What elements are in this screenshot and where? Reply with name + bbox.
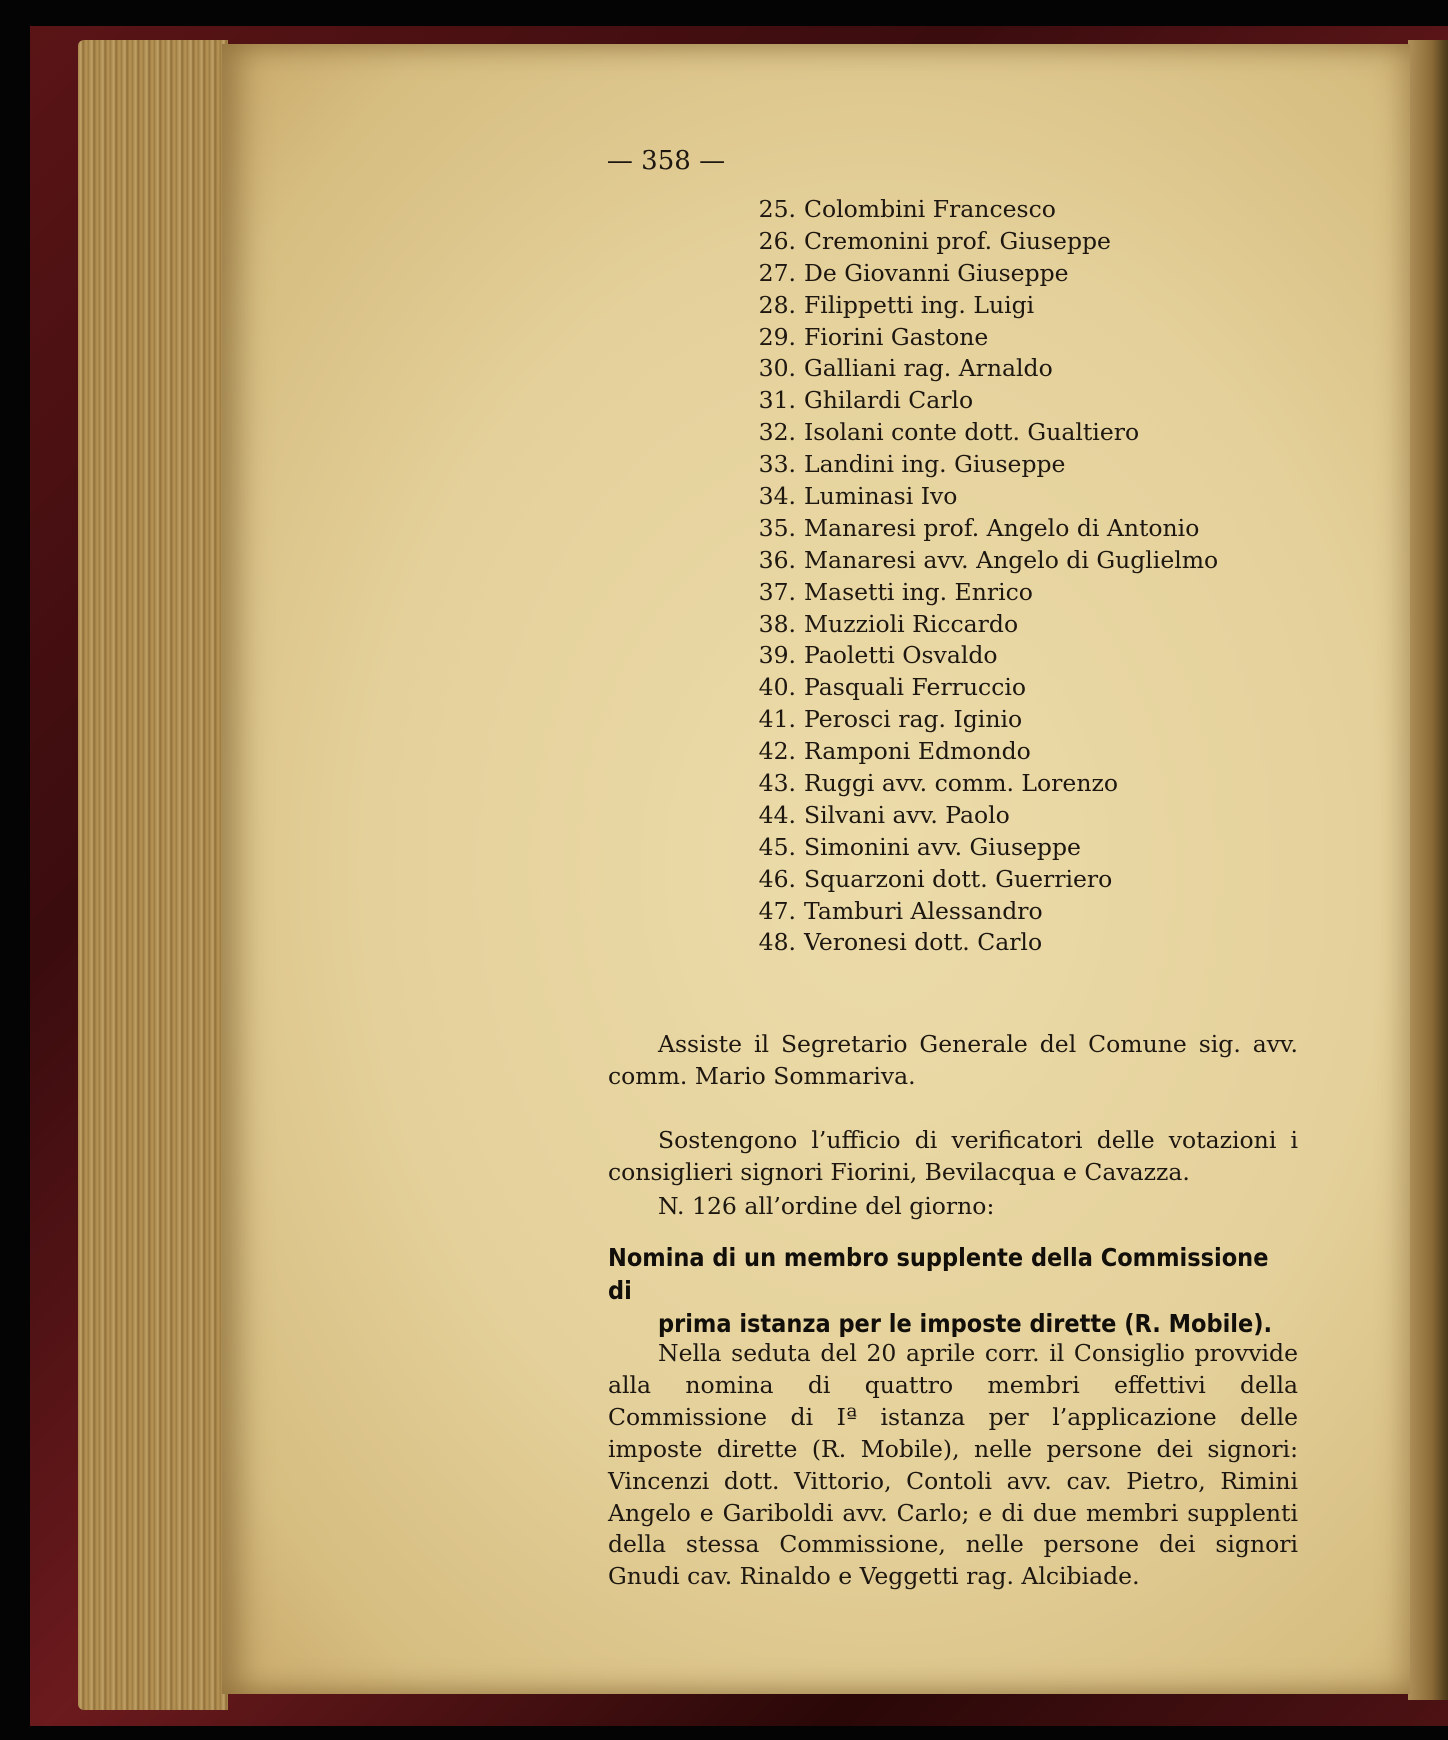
list-item-name: Isolani conte dott. Gualtiero [804, 418, 1140, 447]
list-item-number: 45. [758, 832, 796, 861]
list-item [752, 290, 1218, 322]
list-item [752, 640, 1218, 672]
list-item-name: Luminasi Ivo [804, 482, 958, 511]
page-number: — 358 — [606, 146, 726, 176]
list-item-name: De Giovanni Giuseppe [804, 258, 1069, 287]
list-item-number: 31. [758, 386, 796, 415]
list-item-number: 43. [758, 769, 796, 798]
list-item-number: 46. [758, 864, 796, 893]
list-item-number: 26. [758, 226, 796, 255]
list-item-number: 34. [758, 482, 796, 511]
list-item-name: Manaresi prof. Angelo di Antonio [804, 513, 1200, 542]
list-item-number: 28. [758, 290, 796, 319]
list-item-name: Ghilardi Carlo [804, 386, 974, 415]
list-item-number: 42. [758, 737, 796, 766]
list-item [752, 322, 1218, 354]
list-item-name: Ruggi avv. comm. Lorenzo [804, 769, 1118, 798]
list-item-number: 32. [758, 418, 796, 447]
paragraph-assiste: Assiste il Segretario Generale del Comune sig. avv. comm. Mario Sommariva. [608, 1030, 1298, 1090]
list-item-name: Squarzoni dott. Guerriero [804, 864, 1113, 893]
list-item [752, 449, 1218, 481]
list-item [752, 545, 1218, 577]
list-item [752, 513, 1218, 545]
list-item [752, 768, 1218, 800]
list-item [752, 226, 1218, 258]
list-item-number: 30. [758, 354, 796, 383]
list-item [752, 258, 1218, 290]
list-item-name: Simonini avv. Giuseppe [804, 832, 1081, 861]
list-item-number: 47. [758, 896, 796, 925]
list-item-number: 40. [758, 673, 796, 702]
section-heading-line-2: prima istanza per le imposte dirette (R. Mobile). [658, 1309, 1273, 1338]
list-item-number: 37. [758, 577, 796, 606]
list-item [752, 832, 1218, 864]
paragraph-nella-seduta: Nella seduta del 20 aprile corr. il Consiglio provvide alla nomina di quattro membri effettivi della Commissione di Iª istanza per l’applicazione delle imposte dirette (R. Mobile), nelle persone dei signori: Vincenzi dott. Vittorio, Contoli avv. cav. Pietro, Rimini Angelo e Gariboldi avv. Carlo; e di due membri supplenti della stessa Commissione, nelle persone dei signori Gnudi cav. Rinaldo e Veggetti rag. Alcibiade. [608, 1339, 1298, 1591]
list-item [752, 896, 1218, 928]
list-item [752, 672, 1218, 704]
list-item-name: Perosci rag. Iginio [804, 705, 1023, 734]
paragraph-ordine: N. 126 all’ordine del giorno: [658, 1192, 995, 1220]
list-item-name: Manaresi avv. Angelo di Guglielmo [804, 545, 1219, 574]
list-item-name: Colombini Francesco [804, 195, 1056, 223]
member-list [752, 194, 1218, 959]
list-item-name: Veronesi dott. Carlo [804, 928, 1043, 957]
list-item [752, 353, 1218, 385]
list-item-name: Landini ing. Giuseppe [804, 450, 1066, 479]
list-item-number: 39. [758, 641, 796, 670]
list-item-number: 41. [758, 705, 796, 734]
list-item [752, 864, 1218, 896]
list-item [752, 704, 1218, 736]
list-item [752, 417, 1218, 449]
list-item [752, 609, 1218, 641]
list-item-name: Muzzioli Riccardo [804, 609, 1019, 638]
list-item-number: 36. [758, 545, 796, 574]
paragraph-sostengono: Sostengono l’ufficio di verificatori delle votazioni i consiglieri signori Fiorini, Bevilacqua e Cavazza. [608, 1126, 1298, 1186]
list-item [752, 800, 1218, 832]
list-item-number: 33. [758, 450, 796, 479]
list-item-name: Pasquali Ferruccio [804, 673, 1027, 702]
facing-page-edge [1408, 40, 1448, 1700]
list-item-name: Cremonini prof. Giuseppe [804, 226, 1111, 255]
list-item-number: 44. [758, 800, 796, 829]
list-item-number: 25. [758, 195, 796, 223]
list-item-name: Paoletti Osvaldo [804, 641, 998, 670]
list-item [752, 577, 1218, 609]
list-item-name: Galliani rag. Arnaldo [804, 354, 1053, 383]
list-item-name: Ramponi Edmondo [804, 737, 1031, 766]
list-item [752, 385, 1218, 417]
list-item-name: Tamburi Alessandro [804, 896, 1043, 925]
section-heading [608, 1241, 1298, 1340]
list-item [752, 736, 1218, 768]
list-item-name: Fiorini Gastone [804, 322, 989, 351]
list-item [752, 481, 1218, 513]
list-item-number: 27. [758, 258, 796, 287]
list-item [752, 194, 1218, 226]
list-item-number: 38. [758, 609, 796, 638]
list-item-name: Masetti ing. Enrico [804, 577, 1033, 606]
list-item-number: 29. [758, 322, 796, 351]
book-page [222, 44, 1410, 1694]
section-heading-line-1: Nomina di un membro supplente della Commissione di [608, 1243, 1269, 1305]
list-item-name: Filippetti ing. Luigi [804, 290, 1035, 319]
page-edges [78, 40, 228, 1710]
list-item-name: Silvani avv. Paolo [804, 800, 1010, 829]
list-item [752, 927, 1218, 959]
list-item-number: 48. [758, 928, 796, 957]
list-item-number: 35. [758, 513, 796, 542]
